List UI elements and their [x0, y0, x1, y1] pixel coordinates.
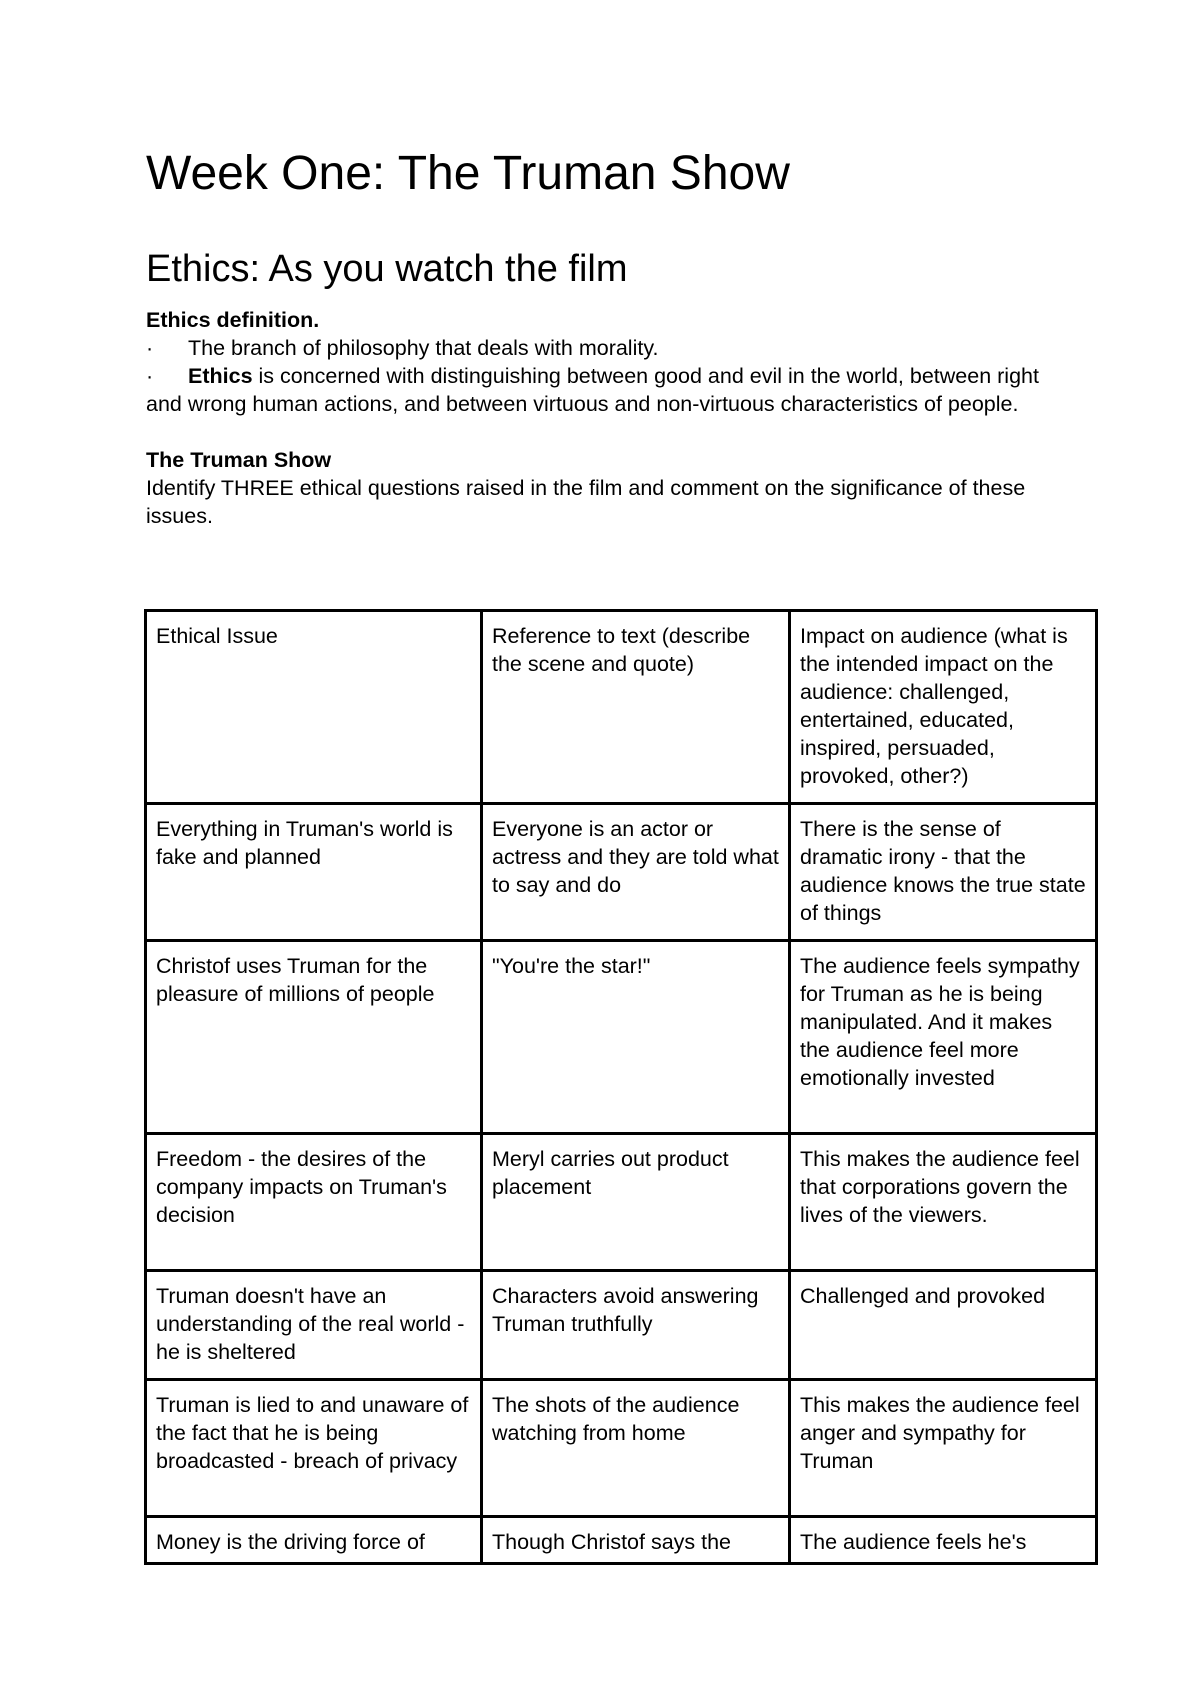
bullet-marker: ·: [146, 364, 154, 388]
table-cell: "You're the star!": [482, 941, 790, 1134]
definition-bullet-1: [146, 334, 1066, 362]
section-heading: The Truman Show: [146, 448, 332, 472]
table-cell: The audience feels sympathy for Truman as he is being manipulated. And it makes the audience feel more emotionally invested: [790, 941, 1097, 1134]
header-cell-ethical-issue: Ethical Issue: [146, 611, 482, 804]
bullet-2-bold-term: Ethics: [188, 364, 253, 388]
definition-bullet-2: [146, 362, 1066, 418]
bullet-2-text: is concerned with distinguishing between good and evil in the world, between right and wrong human actions, and between virtuous and non-virtuous characteristics of people.: [146, 364, 1039, 416]
table-cell: Freedom - the desires of the company impacts on Truman's decision: [146, 1134, 482, 1271]
instruction-text: Identify THREE ethical questions raised in the film and comment on the significance of these issues.: [146, 476, 1026, 528]
table-cell: The audience feels he's: [790, 1517, 1097, 1564]
table-cell: There is the sense of dramatic irony - that the audience knows the true state of things: [790, 804, 1097, 941]
body-text: [146, 306, 1066, 530]
table-row: [146, 1271, 1097, 1380]
page-title: Week One: The Truman Show: [146, 147, 790, 200]
table-cell: The shots of the audience watching from home: [482, 1380, 790, 1517]
page-subtitle: Ethics: As you watch the film: [146, 248, 628, 290]
table-row: [146, 941, 1097, 1134]
table-cell: Challenged and provoked: [790, 1271, 1097, 1380]
table-row: [146, 1517, 1097, 1564]
table-cell: Money is the driving force of: [146, 1517, 482, 1564]
table-cell: This makes the audience feel anger and sympathy for Truman: [790, 1380, 1097, 1517]
table-cell: Though Christof says the: [482, 1517, 790, 1564]
header-cell-reference: Reference to text (describe the scene and quote): [482, 611, 790, 804]
table-row: [146, 1380, 1097, 1517]
table-cell: Christof uses Truman for the pleasure of millions of people: [146, 941, 482, 1134]
table-cell: Everything in Truman's world is fake and planned: [146, 804, 482, 941]
table-cell: Everyone is an actor or actress and they are told what to say and do: [482, 804, 790, 941]
table-cell: Characters avoid answering Truman truthfully: [482, 1271, 790, 1380]
bullet-marker: ·: [146, 336, 154, 360]
table-cell: This makes the audience feel that corporations govern the lives of the viewers.: [790, 1134, 1097, 1271]
table-row: [146, 804, 1097, 941]
header-cell-impact: Impact on audience (what is the intended impact on the audience: challenged, entertained, educated, inspired, persuaded, provoked, other?): [790, 611, 1097, 804]
table-row: [146, 1134, 1097, 1271]
table-header-row: [146, 611, 1097, 804]
table-cell: Meryl carries out product placement: [482, 1134, 790, 1271]
definition-heading: Ethics definition.: [146, 308, 320, 332]
ethics-table: [144, 609, 1098, 1565]
table-cell: Truman doesn't have an understanding of the real world - he is sheltered: [146, 1271, 482, 1380]
bullet-1-text: The branch of philosophy that deals with morality.: [188, 336, 659, 360]
table-cell: Truman is lied to and unaware of the fact that he is being broadcasted - breach of privacy: [146, 1380, 482, 1517]
